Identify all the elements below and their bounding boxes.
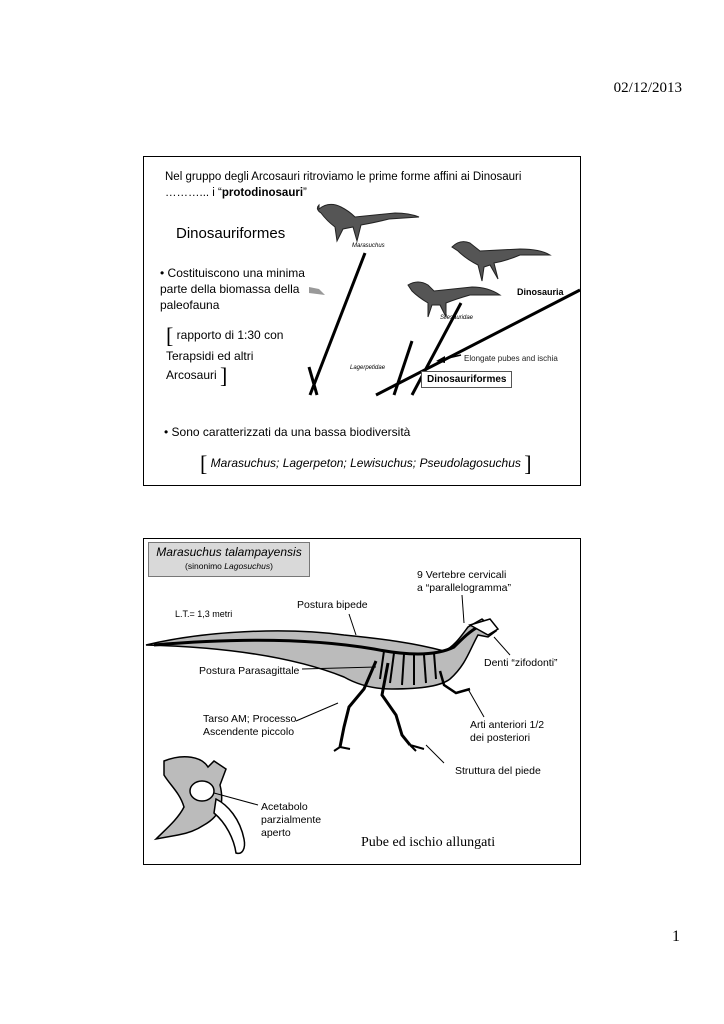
marasuchus-skeleton: [144, 539, 580, 864]
label-marasuchus: Marasuchus: [352, 243, 385, 249]
dinosaur-silhouettes: [317, 204, 550, 317]
intro-line-2: ………... i “protodinosauri”: [165, 187, 307, 199]
silesauridae-silhouette: [408, 282, 500, 317]
ratio-note: [ rapporto di 1:30 con Terapsidi ed altri Arcosauri ]: [166, 323, 284, 388]
slide-marasuchus: [143, 538, 581, 865]
body-outline: [146, 619, 496, 689]
genera-names: Marasuchus; Lagerpeton; Lewisuchus; Pseudolagosuchus: [210, 456, 521, 471]
protodinosauri-term: protodinosauri: [221, 187, 304, 199]
acetabulum: [190, 781, 214, 801]
dinosauria-silhouette: [452, 242, 550, 281]
label-postura-bipede: Postura bipede: [297, 599, 368, 611]
intro-line-1: Nel gruppo degli Arcosauri ritroviamo le prime forme affini ai Dinosauri: [165, 171, 522, 183]
species-name: Marasuchus talampayensis: [156, 545, 302, 559]
page-date: 02/12/2013: [613, 80, 682, 96]
page-number: 1: [672, 928, 680, 945]
label-lagerpetidae: Lagerpetidae: [350, 365, 386, 371]
pelvis-illustration: [156, 757, 245, 854]
bullet-biodiversity: • Sono caratterizzati da una bassa biodiversità: [164, 425, 411, 439]
label-dinosauria: Dinosauria: [517, 287, 564, 297]
label-dinosauriformes-box: Dinosauriformes: [421, 371, 512, 388]
branch-main: [310, 253, 365, 395]
total-length: L.T.= 1,3 metri: [175, 609, 233, 619]
label-acetabolo: Acetabolo parzialmente aperto: [261, 801, 322, 839]
label-tarso: Tarso AM; Processo Ascendente piccolo: [203, 713, 297, 738]
bracket-close: ]: [220, 363, 228, 388]
bullet-biomass: • Costituiscono una minima parte della biomassa della paleofauna: [160, 266, 305, 312]
species-synonym: (sinonimo Lagosuchus): [185, 561, 273, 571]
branch-lagerpetidae: [394, 341, 412, 395]
label-silesauridae: Silesauridae: [440, 315, 474, 321]
slide-title: Dinosauriformes: [176, 225, 286, 242]
label-parasagittale: Postura Parasagittale: [199, 665, 300, 677]
bracket-open: [: [166, 323, 174, 348]
marasuchus-silhouette: [317, 204, 419, 241]
label-elongate: Elongate pubes and ischia: [464, 354, 558, 363]
label-pube-ischio: Pube ed ischio allungati: [361, 835, 496, 850]
label-denti: Denti “zifodonti”: [484, 657, 558, 669]
label-vertebre: 9 Vertebre cervicali a “parallelogramma”: [417, 569, 511, 594]
label-arti-anteriori: Arti anteriori 1/2 dei posteriori: [470, 719, 545, 744]
slide-dinosauriformes: [143, 156, 581, 486]
genera-list: [ Marasuchus; Lagerpeton; Lewisuchus; Pseudolagosuchus ]: [200, 451, 532, 476]
label-piede: Struttura del piede: [455, 765, 541, 777]
